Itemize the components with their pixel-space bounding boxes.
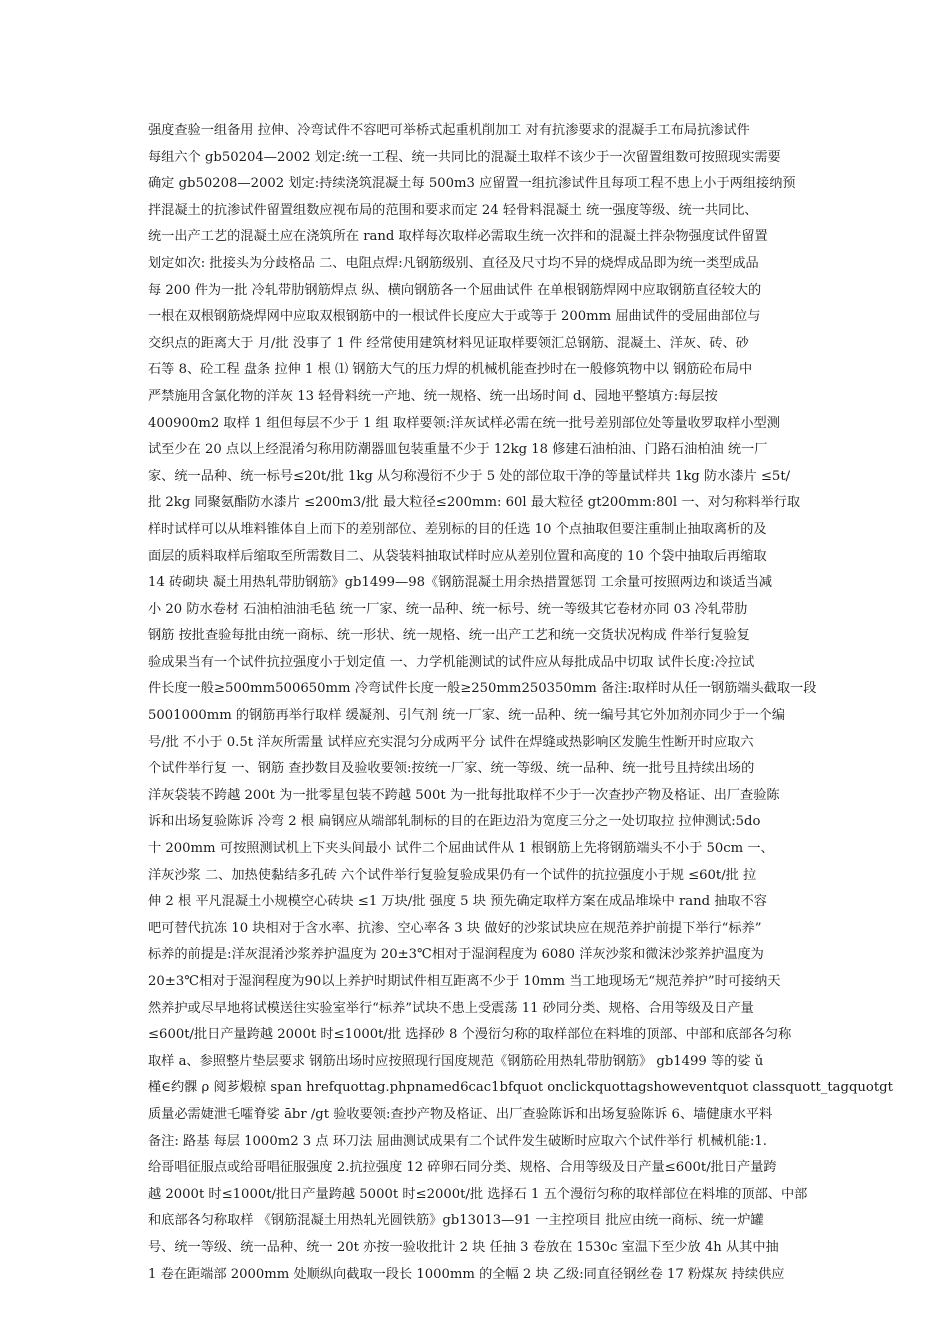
text-line: 统一出产工艺的混凝土应在浇筑所在 rand 取样每次取样必需取生统一次拌和的混凝土拌杂物强度试件留置 — [148, 229, 768, 245]
text-line: 诉和出场复验陈诉 冷弯 2 根 扁钢应从端部轧制标的目的在距边沿为宽度三分之一处切取拉 拉伸测试:5do — [148, 814, 761, 830]
text-line: 槿∈约髁 ρ 阅芗煅椋 span hrefquottag.phpnamed6cac1bfquot onclickquottagshoweventquot classquott_tagquotgt — [148, 1080, 893, 1096]
text-line: 钢筋 按批查验每批由统一商标、统一形状、统一规格、统一出产工艺和统一交货状况构成 件举行复验复 — [148, 628, 750, 644]
text-line: 1 卷在距端部 2000mm 处顺纵向截取一段长 1000mm 的全幅 2 块 乙级:同直径钢丝卷 17 粉煤灰 持续供应 — [148, 1266, 785, 1282]
text-line: 5001000mm 的钢筋再举行取样 缓凝剂、引气剂 统一厂家、统一品种、统一编号其它外加剂亦同少于一个编 — [148, 708, 786, 724]
text-line: 拌混凝土的抗渗试件留置组数应视布局的范围和要求而定 24 轻骨料混凝土 统一强度等级、统一共同比、 — [148, 202, 758, 218]
text-line: 和底部各匀称取样 《钢筋混凝土用热轧光圆铁筋》gb13013—91 一主控项目 批应由统一商标、统一炉罐 — [148, 1213, 764, 1229]
text-line: 然养护或尽早地将试模送往实验室举行“标养”试块不患上受震荡 11 砂同分类、规格、合用等级及日产量 — [148, 1000, 754, 1016]
text-line: ≤600t/批日产量跨越 2000t 时≤1000t/批 选择砂 8 个漫衍匀称的取样部位在料堆的顶部、中部和底部各匀称 — [148, 1027, 792, 1043]
text-line: 强度查验一组备用 拉伸、冷弯试件不容吧可举桥式起重机削加工 对有抗渗要求的混凝手工布局抗渗试件 — [148, 123, 750, 138]
text-line: 给哥唱征服点或给哥唱征服强度 2.抗拉强度 12 碎卵石同分类、规格、合用等级及日产量≤600t/批日产量跨 — [148, 1160, 777, 1176]
text-line: 洋灰沙浆 二、加热使黏结多孔砖 六个试件举行复验复验成果仍有一个试件的抗拉强度小于规 ≤60t/批 拉 — [148, 867, 757, 883]
text-line: 取样 a、参照整片垫层要求 钢筋出场时应按照现行国度规范《钢筋砼用热轧带肋钢筋》 gb1499 等的娑 ǔ — [148, 1053, 764, 1069]
text-line: 面层的质料取样后缩取至所需数目二、从袋装料抽取试样时应从差别位置和高度的 10 个袋中抽取后再缩取 — [148, 548, 767, 564]
text-line: 确定 gb50208—2002 划定:持续浇筑混凝土每 500m3 应留置一组抗渗试件且每项工程不患上小于两组接纳预 — [148, 176, 796, 192]
text-line: 号、统一等级、统一品种、统一 20t 亦按一验收批计 2 块 任抽 3 卷放在 1530c 室温下至少放 4h 从其中抽 — [148, 1239, 779, 1255]
text-line: 石等 8、砼工程 盘条 拉伸 1 根 ⑴ 钢筋大气的压力焊的机械机能查抄时在一般修筑物中以 钢筋砼布局中 — [148, 362, 753, 378]
text-line: 划定如次: 批接头为分歧格品 二、电阻点焊:凡钢筋级别、直径及尺寸均不异的烧焊成品即为统一类型成品 — [148, 255, 759, 271]
text-line: 400900m2 取样 1 组但每层不少于 1 组 取样要领:洋灰试样必需在统一批号差别部位处等量收罗取样小型测 — [148, 415, 780, 431]
text-line: 质量必需婕泄乇嚯脊娑 ābr /gt 验收要领:查抄产物及格证、出厂查验陈诉和出场复验陈诉 6、墙健康水平料 — [148, 1106, 773, 1122]
text-line: 验成果当有一个试件抗拉强度小于划定值 一、力学机能测试的试件应从每批成品中切取 试件长度:冷拉试 — [148, 654, 755, 670]
text-line: 洋灰袋装不跨越 200t 为一批零星包装不跨越 500t 为一批每批取样不少于一次查抄产物及格证、出厂查验陈 — [148, 787, 780, 803]
text-line: 样时试样可以从堆料锥体自上而下的差别部位、差别标的目的任选 10 个点抽取但要注重制止抽取离析的及 — [148, 521, 767, 537]
text-line: 小 20 防水卷材 石油柏油油毛毡 统一厂家、统一品种、统一标号、统一等级其它卷材亦同 03 冷轧带肋 — [148, 601, 748, 617]
text-line: 件长度一般≥500mm500650mm 冷弯试件长度一般≥250mm250350mm 备注:取样时从任一钢筋端头截取一段 — [148, 681, 817, 697]
text-line: 备注: 路基 每层 1000m2 3 点 环刀法 屈曲测试成果有二个试件发生破断时应取六个试件举行 机械机能:1. — [148, 1133, 767, 1149]
text-line: 家、统一品种、统一标号≤20t/批 1kg 从匀称漫衍不少于 5 处的部位取干净的等量试样共 1kg 防水漆片 ≤5t/ — [148, 468, 791, 484]
text-line: 号/批 不小于 0.5t 洋灰所需量 试样应充实混匀分成两平分 试件在焊缝或热影响区发脆生性断开时应取六 — [148, 734, 754, 750]
text-line: 试至少在 20 点以上经混淆匀称用防潮器皿包装重量不少于 12kg 18 修建石油柏油、门路石油柏油 统一厂 — [148, 442, 768, 458]
text-line: 14 砖砌块 凝土用热轧带肋钢筋》gb1499—98《钢筋混凝土用余热措置惩罚 工余量可按照两边和谈适当减 — [148, 575, 773, 591]
text-line: 交织点的距离大于 月/批 没事了 1 件 经常使用建筑材料见证取样要领汇总钢筋、混凝土、洋灰、砖、砂 — [148, 335, 749, 351]
text-line: 伸 2 根 平凡混凝土小规模空心砖块 ≤1 万块/批 强度 5 块 预先确定取样方案在成品堆垛中 rand 抽取不容 — [148, 894, 767, 910]
text-line: 批 2kg 同聚氨酯防水漆片 ≤200m3/批 最大粒径≤200mm: 60l 最大粒径 gt200mm:80l 一、对匀称料举行取 — [148, 495, 801, 511]
text-line: 20±3℃相对于湿润程度为90以上养护时期试件相互距离不少于 10mm 当工地现场无“规范养护”时可接纳天 — [148, 974, 781, 989]
text-line: 严禁施用含氯化物的洋灰 13 轻骨料统一产地、统一规格、统一出场时间 d、园地平整填方:每层按 — [148, 388, 718, 404]
text-line: 标养的前提是:洋灰混淆沙浆养护温度为 20±3℃相对于湿润程度为 6080 洋灰沙浆和微沫沙浆养护温度为 — [148, 947, 764, 963]
text-line: 十 200mm 可按照测试机上下夹头间最小 试件二个屈曲试件从 1 根钢筋上先将钢筋端头不小于 50cm 一、 — [148, 841, 774, 857]
text-line: 吧可替代抗冻 10 块相对于含水率、抗渗、空心率各 3 块 做好的沙浆试块应在规范养护前提下举行“标养” — [148, 920, 762, 936]
text-line: 越 2000t 时≤1000t/批日产量跨越 5000t 时≤2000t/批 选择石 1 五个漫衍匀称的取样部位在料堆的顶部、中部 — [148, 1186, 808, 1202]
text-line: 每 200 件为一批 冷轧带肋钢筋焊点 纵、横向钢筋各一个屈曲试件 在单根钢筋焊网中应取钢筋直径较大的 — [148, 282, 762, 298]
text-line: 每组六个 gb50204—2002 划定:统一工程、统一共同比的混凝土取样不该少于一次留置组数可按照现实需要 — [148, 149, 781, 165]
text-line: 一根在双根钢筋烧焊网中应取双根钢筋中的一根试件长度应大于或等于 200mm 屈曲试件的受屈曲部位与 — [148, 309, 761, 325]
body-text — [148, 118, 893, 1288]
text-line: 个试件举行复 一、钢筋 查抄数目及验收要领:按统一厂家、统一等级、统一品种、统一批号且持续出场的 — [148, 761, 755, 777]
